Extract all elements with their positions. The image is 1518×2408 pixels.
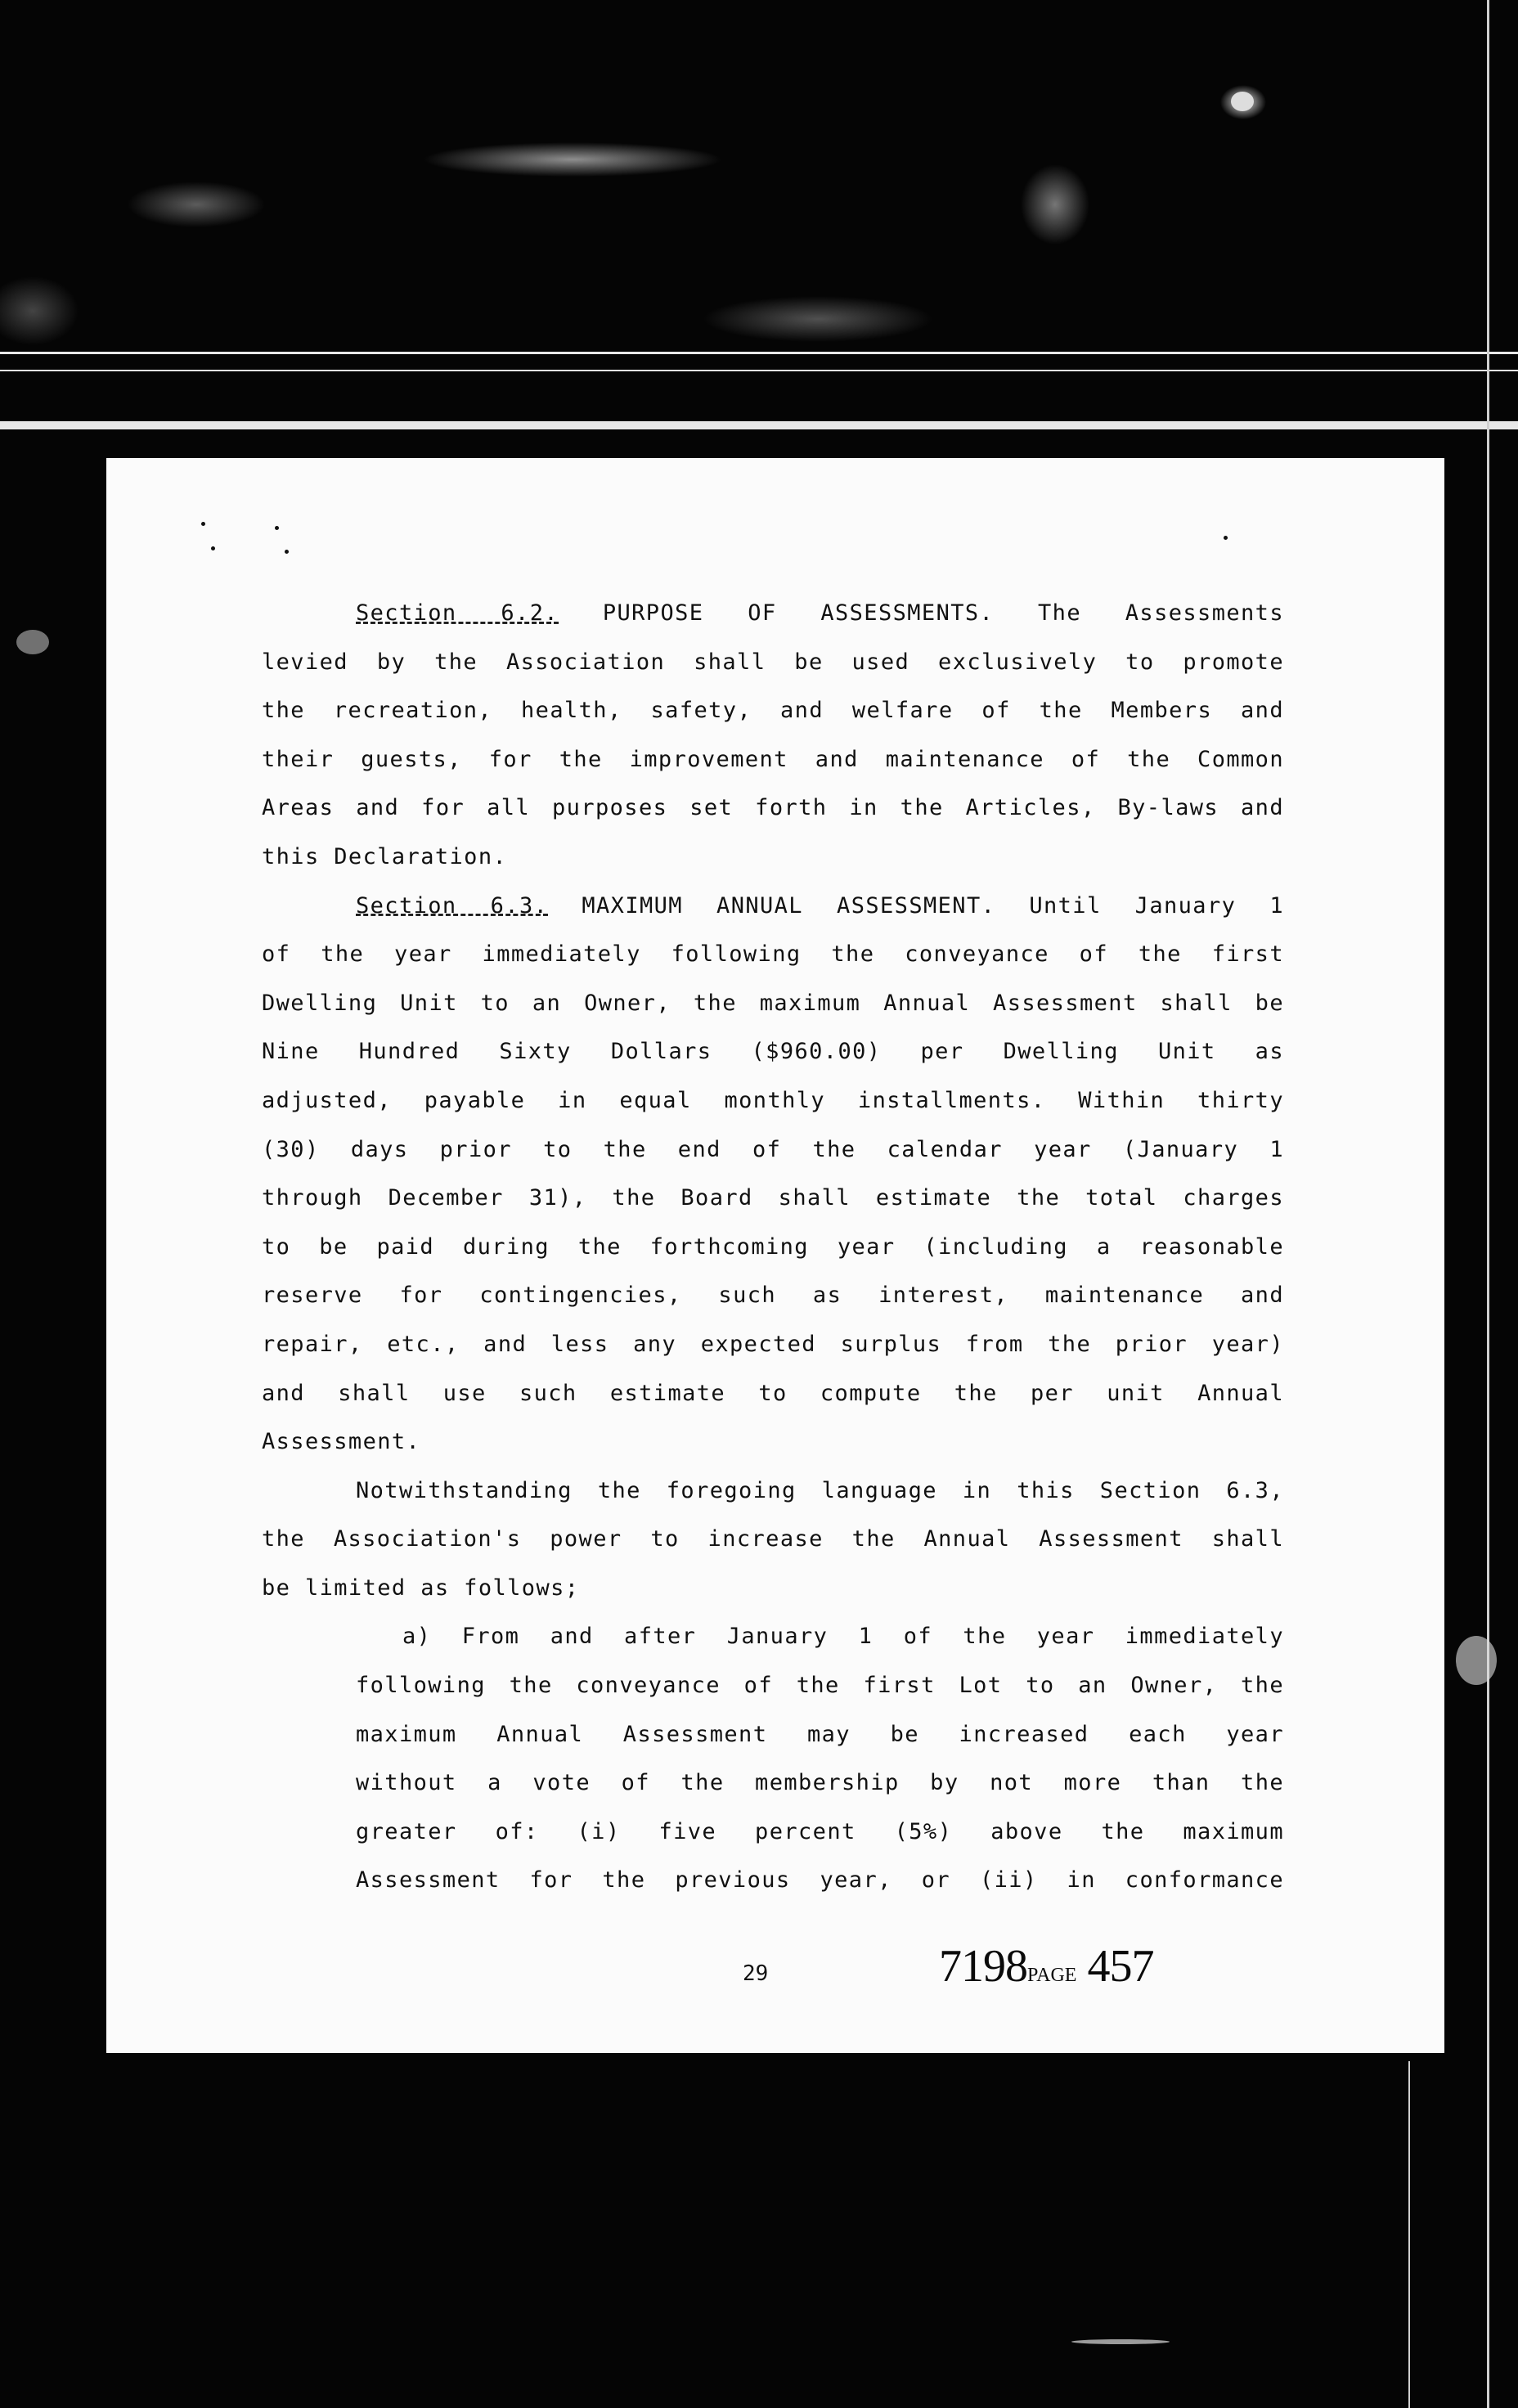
scan-line [0, 352, 1518, 354]
text-line: Dwelling Unit to an Owner, the maximum Annual Assessment shall be [262, 990, 1284, 1016]
page-number: 29 [743, 1961, 769, 1986]
text-line: a) From and after January 1 of the year immediately [402, 1624, 1284, 1650]
scan-edge [1487, 0, 1489, 2408]
scan-noise-top [0, 0, 1518, 458]
text-line: following the conveyance of the first Lot to an Owner, the [356, 1673, 1284, 1699]
scan-dot [285, 550, 289, 554]
text-line: the Association's power to increase the Annual Assessment shall [262, 1526, 1284, 1552]
book-page-stamp [939, 1940, 1153, 1992]
text-line: Assessment for the previous year, or (ii) in conformance [356, 1867, 1284, 1894]
text-line: adjusted, payable in equal monthly installments. Within thirty [262, 1087, 1284, 1113]
text-line: without a vote of the membership by not more than the [356, 1770, 1284, 1796]
scan-dot [211, 546, 215, 550]
page-label: PAGE [1027, 1965, 1077, 1986]
text-line: be limited as follows; [262, 1575, 580, 1601]
scan-speck [1456, 1636, 1497, 1685]
text-line: to be paid during the forthcoming year (including a reasonable [262, 1233, 1284, 1260]
scan-line [0, 421, 1518, 429]
scan-edge [1408, 2061, 1410, 2408]
scan-dot [1224, 536, 1228, 540]
text-line: (30) days prior to the end of the calendar year (January 1 [262, 1136, 1284, 1162]
scan-speck [1071, 2339, 1170, 2344]
text-line: the recreation, health, safety, and welfare of the Members and [262, 698, 1284, 724]
text-line: and shall use such estimate to compute the per unit Annual [262, 1380, 1284, 1406]
section-heading: Section 6.3. [356, 892, 549, 919]
scan-dot [201, 522, 205, 526]
text-line: maximum Annual Assessment may be increased each year [356, 1721, 1284, 1747]
document-body [262, 589, 1284, 1905]
text-line: levied by the Association shall be used exclusively to promote [262, 649, 1284, 675]
book-page-number: 457 [1087, 1941, 1154, 1992]
text-line: Section 6.3. MAXIMUM ANNUAL ASSESSMENT. Until January 1 [356, 892, 1284, 919]
scan-dot [275, 526, 279, 530]
text-line: greater of: (i) five percent (5%) above the maximum [356, 1818, 1284, 1844]
scan-line [0, 370, 1518, 371]
scan-speck [1231, 92, 1254, 111]
text-line: repair, etc., and less any expected surplus from the prior year) [262, 1331, 1284, 1357]
book-number: 7198 [939, 1941, 1027, 1992]
text-line: their guests, for the improvement and maintenance of the Common [262, 746, 1284, 772]
text-line: Notwithstanding the foregoing language in this Section 6.3, [356, 1477, 1284, 1503]
scan-speck [16, 630, 49, 654]
text-line: through December 31), the Board shall estimate the total charges [262, 1185, 1284, 1211]
section-heading: Section 6.2. [356, 600, 559, 626]
text-line: Assessment. [262, 1429, 421, 1455]
text-line: Areas and for all purposes set forth in the Articles, By-laws and [262, 795, 1284, 821]
text-line: Section 6.2. PURPOSE OF ASSESSMENTS. The Assessments [356, 600, 1284, 626]
text-line: Nine Hundred Sixty Dollars ($960.00) per Dwelling Unit as [262, 1039, 1284, 1065]
text-line: of the year immediately following the conveyance of the first [262, 941, 1284, 968]
text-line: this Declaration. [262, 843, 508, 869]
text-line: reserve for contingencies, such as interest, maintenance and [262, 1283, 1284, 1309]
